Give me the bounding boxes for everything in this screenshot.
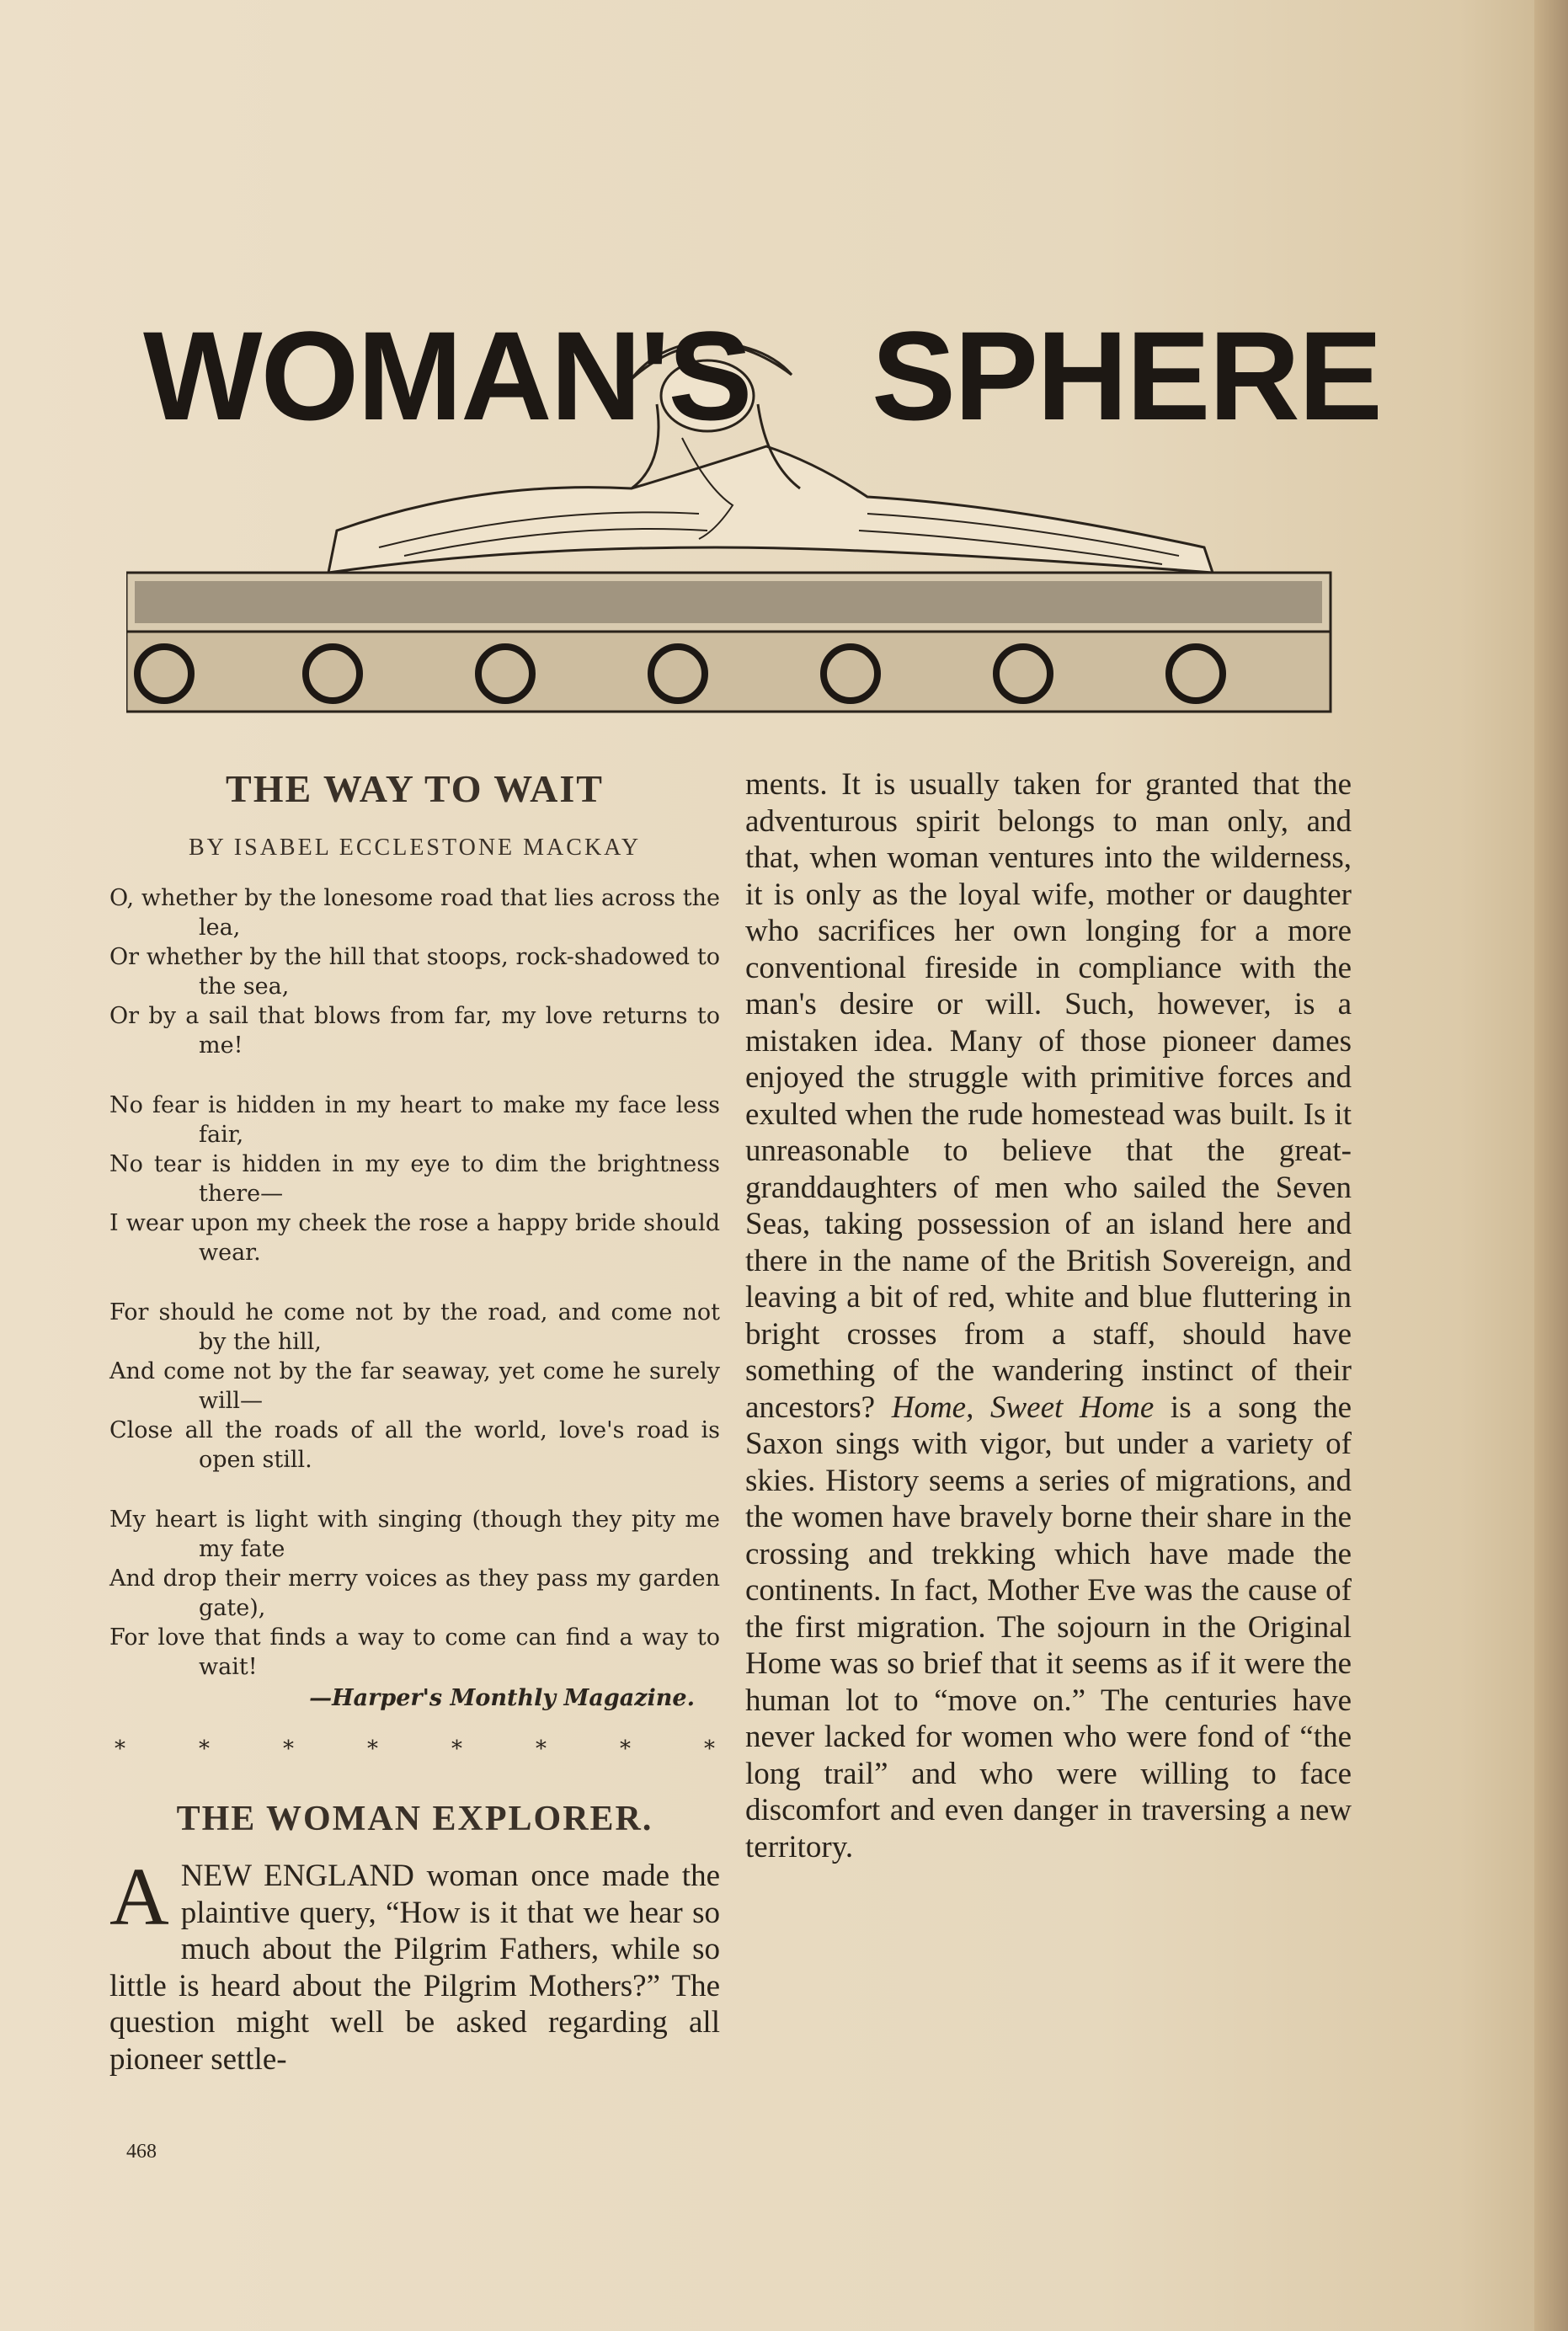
article-paragraph-continued: ments. It is usually taken for granted that the adventurous spirit belongs to man only, and that, when woman ventures into the wilderness, it is only as the loyal wife, mother or daughter who sacrifices her own longing for a more conventional fireside in compliance with the man's desire or will. Such, however, is a mistaken idea. Many of those pioneer dames enjoyed the struggle with primitive forces and exulted when the rude homestead was built. Is it unreasonable to believe that the great-granddaughters of men who sailed the Seven Seas, taking possession of an island here and there in the name of the British Sovereign, and leaving a bit of red, white and blue fluttering in bright crosses from a staff, should have something of the wandering instinct of their ancestors? xyxy=(745,767,1352,1425)
article-left-text xyxy=(109,1852,721,2078)
song-title: Home, Sweet Home xyxy=(891,1390,1155,1425)
poem-attribution: —Harper's Monthly Magazine. xyxy=(309,1685,695,1711)
separator-star: * xyxy=(451,1736,462,1762)
poem-stanza xyxy=(109,1091,720,1267)
drop-cap: A xyxy=(109,1852,169,1943)
separator-star: * xyxy=(115,1736,125,1762)
poem-line: I wear upon my cheek the rose a happy bride should wear. xyxy=(109,1210,720,1266)
separator-star: * xyxy=(704,1736,715,1762)
poem-body xyxy=(109,883,720,1713)
poem-line: No tear is hidden in my eye to dim the brightness there— xyxy=(109,1151,720,1207)
separator-star: * xyxy=(283,1736,294,1762)
banner-word-womans: WOMAN'S xyxy=(143,305,751,446)
poem-line: For should he come not by the road, and come not by the hill, xyxy=(109,1299,720,1355)
poem-line: And come not by the far seaway, yet come he surely will— xyxy=(109,1358,720,1414)
separator-star: * xyxy=(536,1736,547,1762)
poem-line: No fear is hidden in my heart to make my face less fair, xyxy=(109,1092,720,1148)
poem-line: Or by a sail that blows from far, my love returns to me! xyxy=(109,1003,720,1059)
poem-line: And drop their merry voices as they pass my garden gate), xyxy=(109,1566,720,1621)
article-opening-caps: NEW ENGLAND xyxy=(180,1859,414,1893)
poem-title: THE WAY TO WAIT xyxy=(226,767,604,810)
page-number: 468 xyxy=(126,2141,157,2163)
poem-byline: BY ISABEL ECCLESTONE MACKAY xyxy=(188,835,642,861)
poem-stanza xyxy=(109,1505,720,1682)
page-binding-edge xyxy=(1534,0,1568,2331)
poem-line: Or whether by the hill that stoops, rock-shadowed to the sea, xyxy=(109,944,720,1000)
article-paragraph-start: woman once made the plaintive query, “How is it that we hear so much about the Pilgrim Fathers, while so little is heard about the Pilgrim Mothers?” The question might well be asked regarding all pioneer settle- xyxy=(109,1859,721,2077)
section-separator xyxy=(109,1736,720,1762)
article-paragraph-end: is a song the Saxon sings with vigor, but under a variety of skies. History seems a series of migrations, and the women have bravely borne their share in the crossing and trekking which have made the continents. In fact, Mother Eve was the cause of the first migration. The sojourn in the Original Home was so brief that it seems as if it were the human lot to “move on.” The centuries have never lacked for women who were fond of “the long trail” and who were willing to face discomfort and even danger in traversing a new territory. xyxy=(745,1390,1352,1864)
poem-line: O, whether by the lonesome road that lies across the lea, xyxy=(109,885,720,941)
womans-sphere-banner xyxy=(126,295,1381,716)
poem-stanza xyxy=(109,1298,720,1475)
separator-star: * xyxy=(199,1736,210,1762)
separator-star: * xyxy=(620,1736,631,1762)
right-column xyxy=(745,766,1352,1865)
article-title: THE WOMAN EXPLORER. xyxy=(176,1800,653,1838)
article-right-text xyxy=(745,766,1352,1865)
poem-line: For love that finds a way to come can find a way to wait! xyxy=(109,1624,720,1680)
separator-star: * xyxy=(367,1736,378,1762)
poem-stanza xyxy=(109,883,720,1060)
poem-line: Close all the roads of all the world, love's road is open still. xyxy=(109,1417,720,1473)
banner-word-sphere: SPHERE xyxy=(872,305,1381,446)
left-column xyxy=(109,766,720,2078)
poem-line: My heart is light with singing (though they pity me my fate xyxy=(109,1507,720,1562)
